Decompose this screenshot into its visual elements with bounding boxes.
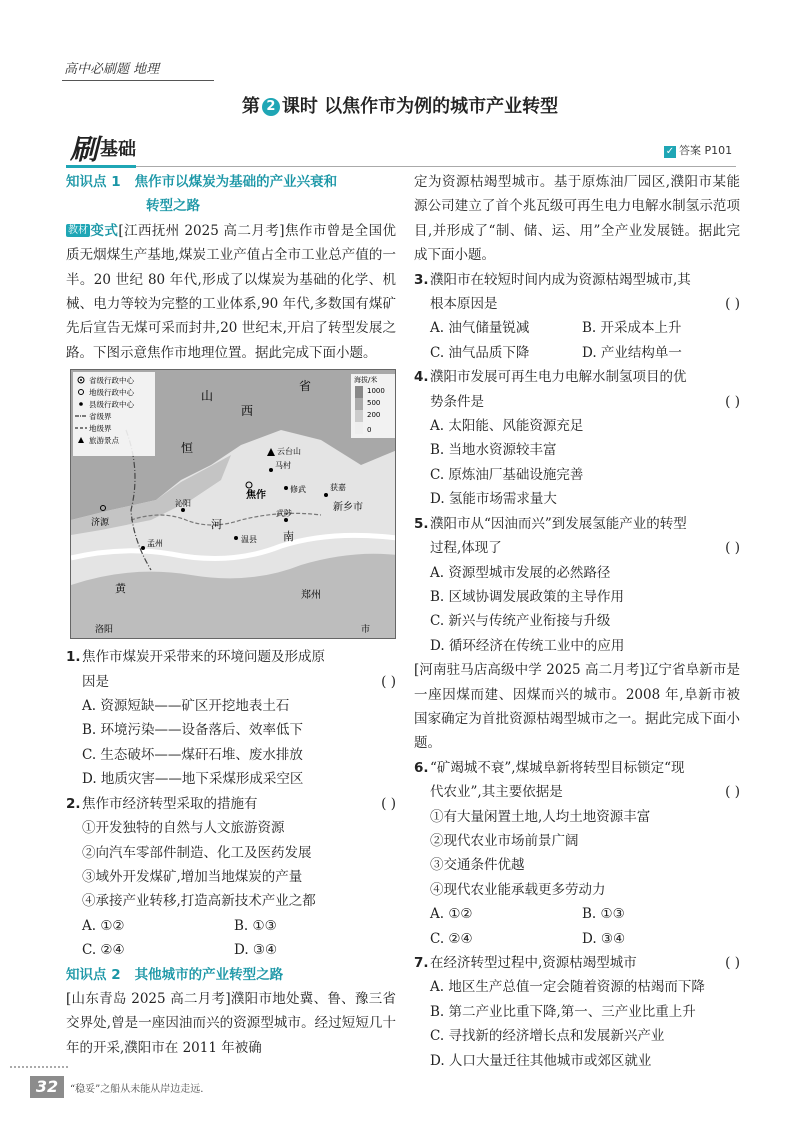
- q7-option-a[interactable]: A. 地区生产总值一定会随着资源的枯竭而下降: [430, 979, 705, 996]
- label-huojia: 获嘉: [330, 483, 346, 493]
- section-accent-bar: [66, 165, 136, 168]
- label-zhengzhou: 郑州: [301, 590, 321, 602]
- q6-options-row-1: [414, 902, 740, 926]
- q2-number: 2.: [66, 795, 81, 812]
- q2-option-d[interactable]: D. ③④: [234, 942, 278, 959]
- passage3-text: 辽宁省阜新市是一座因煤而建、因煤而兴的城市。2008 年,阜新市被国家确定为首批资源枯竭型城市之一。据此完成下面小题。: [414, 662, 740, 752]
- marker-macun: [269, 468, 273, 472]
- label-wuzhi: 武陟: [276, 509, 292, 519]
- elev-swatch-500: [355, 398, 363, 410]
- question-6: [414, 756, 740, 780]
- section-logo-label: 基础: [100, 139, 137, 160]
- q6-item-3: ③交通条件优越: [430, 857, 525, 874]
- q2-options-row-1: [66, 914, 396, 938]
- q7-option-d[interactable]: D. 人口大量迁往其他城市或郊区就业: [430, 1052, 652, 1069]
- marker-qinyang: [181, 508, 185, 512]
- q1-option-d[interactable]: D. 地质灾害——地下采煤形成采空区: [82, 771, 304, 788]
- question-4-line2: [414, 390, 740, 414]
- q7-answer-blank[interactable]: ( ): [725, 955, 740, 971]
- section-logo: [70, 128, 136, 168]
- question-5-line2: [414, 536, 740, 560]
- q5-option-c[interactable]: C. 新兴与传统产业衔接与升级: [430, 613, 611, 630]
- q2-item-2: ②向汽车零部件制造、化工及医药发展: [82, 844, 312, 861]
- q2-option-a[interactable]: A. ①②: [82, 917, 125, 934]
- marker-wenxian: [234, 536, 238, 540]
- q1-answer-blank[interactable]: ( ): [381, 673, 396, 690]
- q7-number: 7.: [414, 955, 429, 971]
- label-he: 河: [211, 518, 222, 532]
- legend-county-center: 县级行政中心: [89, 400, 134, 410]
- q4-option-c[interactable]: C. 原炼油厂基础设施完善: [430, 466, 584, 483]
- q1-option-b[interactable]: B. 环境污染——设备落后、效率低下: [82, 722, 304, 739]
- q6-stem-a: “矿竭城不衰”,煤城阜新将转型目标锁定“现: [430, 759, 685, 776]
- label-mengzhou: 孟州: [147, 539, 163, 549]
- variant-tag: 变式: [90, 222, 119, 239]
- question-1-line2: [66, 670, 396, 694]
- right-column: [414, 170, 740, 1073]
- q2-item-1: ①开发独特的自然与人文旅游资源: [82, 820, 285, 837]
- section-rule: [66, 166, 736, 167]
- q3-stem-a: 濮阳市在较短时间内成为资源枯竭型城市,其: [430, 271, 691, 288]
- label-xiuwu: 修武: [290, 485, 306, 495]
- q6-option-d[interactable]: D. ③④: [582, 930, 626, 947]
- label-luoyang: 洛阳: [95, 625, 114, 636]
- q3-option-a[interactable]: A. 油气储量锐减: [430, 320, 530, 337]
- q7-stem: 在经济转型过程中,资源枯竭型城市: [430, 955, 637, 971]
- q4-stem-b: 势条件是: [430, 393, 484, 410]
- legend-prefecture-center: 地级行政中心: [89, 388, 134, 398]
- q4-number: 4.: [414, 369, 429, 386]
- lesson-title: [0, 92, 800, 118]
- lesson-suffix: 课时 以焦作市为例的城市产业转型: [281, 96, 559, 117]
- q6-option-b[interactable]: B. ①③: [582, 906, 625, 923]
- q5-stem-a: 濮阳市从“因油而兴”到发展氢能产业的转型: [430, 515, 687, 532]
- q3-option-b[interactable]: B. 开采成本上升: [582, 320, 682, 337]
- passage2-source: [山东青岛 2025 高二月考]: [66, 990, 231, 1007]
- label-xi: 西: [241, 404, 254, 419]
- q5-number: 5.: [414, 515, 429, 532]
- kp1-number: 知识点 1: [66, 174, 121, 190]
- q1-option-a[interactable]: A. 资源短缺——矿区开挖地表土石: [82, 698, 290, 715]
- q6-number: 6.: [414, 759, 429, 776]
- question-6-line2: [414, 780, 740, 804]
- label-nan: 南: [283, 530, 294, 544]
- question-2: [66, 792, 396, 816]
- q6-item-2: ②现代农业市场前景广阔: [430, 832, 579, 849]
- kp1-title-b: 转型之路: [146, 198, 200, 215]
- legend-scenic-spot: 旅游景点: [89, 436, 119, 446]
- label-yuntaishan: 云台山: [277, 447, 301, 457]
- q1-stem-b: 因是: [82, 673, 109, 690]
- q2-options-row-2: [66, 938, 396, 962]
- label-shan: 山: [201, 389, 214, 404]
- q7-option-c[interactable]: C. 寻找新的经济增长点和发展新兴产业: [430, 1028, 665, 1045]
- q4-answer-blank[interactable]: ( ): [725, 393, 740, 410]
- q5-option-a[interactable]: A. 资源型城市发展的必然路径: [430, 564, 611, 581]
- q7-option-b[interactable]: B. 第二产业比重下降,第一、三产业比重上升: [430, 1003, 696, 1020]
- q2-answer-blank[interactable]: ( ): [381, 795, 396, 812]
- marker-mengzhou: [141, 546, 145, 550]
- knowledge-point-2: [66, 963, 396, 987]
- marker-wuzhi: [284, 518, 288, 522]
- q2-option-c[interactable]: C. ②④: [82, 942, 125, 959]
- q3-number: 3.: [414, 271, 429, 288]
- header-rule: [62, 80, 214, 81]
- q2-stem: 焦作市经济转型采取的措施有: [82, 795, 258, 812]
- answer-reference: [664, 142, 732, 158]
- q3-option-d[interactable]: D. 产业结构单一: [582, 344, 682, 361]
- passage1-source: [江西抚州 2025 高二月考]: [118, 222, 285, 239]
- label-shi: 市: [361, 625, 371, 636]
- map-svg: [71, 370, 396, 639]
- marker-huojia: [324, 493, 328, 497]
- q1-number: 1.: [66, 649, 81, 666]
- kp1-title-a: 焦作市以煤炭为基础的产业兴衰和: [134, 174, 338, 190]
- elevation-title: 海拔/米: [354, 376, 378, 385]
- q5-stem-b: 过程,体现了: [430, 540, 502, 557]
- q1-stem-a: 焦作市煤炭开采带来的环境问题及形成原: [82, 649, 325, 666]
- elev-swatch-1000: [355, 386, 363, 398]
- q3-options-row-2: [414, 341, 740, 365]
- q2-option-b[interactable]: B. ①③: [234, 917, 277, 934]
- question-7: [414, 951, 740, 975]
- answer-label: 答案 P101: [679, 144, 733, 157]
- q4-option-a[interactable]: A. 太阳能、风能资源充足: [430, 418, 584, 435]
- label-jiyuan: 济源: [91, 518, 110, 529]
- elev-tick-200: 200: [367, 411, 381, 420]
- q6-stem-b: 代农业”,其主要依据是: [430, 784, 563, 801]
- legend-county-center-icon: [79, 402, 83, 406]
- q6-answer-blank[interactable]: ( ): [725, 784, 740, 801]
- q3-options-row-1: [414, 316, 740, 340]
- page-number: 32: [30, 1076, 64, 1098]
- q3-answer-blank[interactable]: ( ): [725, 296, 740, 313]
- q3-option-c[interactable]: C. 油气品质下降: [430, 344, 530, 361]
- q5-option-d[interactable]: D. 循环经济在传统工业中的应用: [430, 637, 625, 654]
- label-heng: 恒: [181, 441, 194, 456]
- q3-stem-b: 根本原因是: [430, 296, 498, 313]
- check-icon: ✓: [665, 146, 675, 157]
- elev-tick-0: 0: [367, 426, 372, 435]
- passage3-source: [河南驻马店高级中学 2025 高二月考]: [414, 662, 645, 679]
- legend-prefecture-boundary: 地级界: [89, 424, 112, 434]
- passage2-text-right: 定为资源枯竭型城市。基于原炼油厂园区,濮阳市某能源公司建立了首个兆瓦级可再生电力电解水制氢示范项目,并形成了“制、储、运、用”全产业发展链。据此完成下面小题。: [414, 174, 740, 264]
- knowledge-point-1: [66, 170, 396, 194]
- q4-stem-a: 濮阳市发展可再生电力电解水制氢项目的优: [430, 369, 687, 386]
- q5-option-b[interactable]: B. 区域协调发展政策的主导作用: [430, 588, 625, 605]
- label-sheng: 省: [299, 379, 312, 394]
- question-3: [414, 268, 740, 292]
- footer-motto: “稳妥”之船从未能从岸边走远.: [70, 1084, 204, 1095]
- lesson-number-badge: 2: [262, 98, 280, 116]
- q6-options-row-2: [414, 927, 740, 951]
- q2-item-3: ③域外开发煤矿,增加当地煤炭的产量: [82, 868, 303, 885]
- legend-province-center-dot: [80, 379, 82, 381]
- left-column: [66, 170, 396, 1060]
- q4-option-d[interactable]: D. 氢能市场需求量大: [430, 491, 557, 508]
- label-macun: 马村: [275, 461, 291, 471]
- kp2-title: 其他城市的产业转型之路: [134, 966, 284, 983]
- label-jiaozuo: 焦作: [246, 490, 266, 502]
- elev-swatch-0: [355, 422, 363, 434]
- passage-2-left: [66, 987, 396, 1060]
- label-huang: 黄: [115, 582, 126, 596]
- label-wenxian: 温县: [241, 535, 257, 545]
- elev-swatch-200: [355, 410, 363, 422]
- passage-3: [414, 658, 740, 756]
- question-5: [414, 512, 740, 536]
- series-header: 高中必刷题 地理: [64, 62, 160, 77]
- q1-option-c[interactable]: C. 生态破坏——煤矸石堆、废水排放: [82, 746, 303, 763]
- q6-option-a[interactable]: A. ①②: [430, 906, 473, 923]
- label-qinyang: 沁阳: [175, 499, 191, 509]
- question-1: [66, 645, 396, 669]
- passage2-text-left: 濮阳市地处冀、鲁、豫三省交界处,曾是一座因油而兴的资源型城市。经过短短几十年的开采,濮阳市在 2011 年被确: [66, 990, 396, 1056]
- q4-option-b[interactable]: B. 当地水资源较丰富: [430, 442, 557, 459]
- elev-tick-500: 500: [367, 399, 381, 408]
- footer-dots: [10, 1066, 68, 1072]
- question-3-line2: [414, 292, 740, 316]
- textbook-tag: 教材: [68, 224, 88, 236]
- section-logo-mark: 刷: [70, 133, 99, 166]
- q6-option-c[interactable]: C. ②④: [430, 930, 473, 947]
- passage-1: [66, 219, 396, 365]
- legend-province-boundary: 省级界: [89, 412, 112, 422]
- q6-item-1: ①有大量闲置土地,人均土地资源丰富: [430, 808, 651, 825]
- legend-province-center: 省级行政中心: [89, 376, 134, 386]
- q5-answer-blank[interactable]: ( ): [725, 540, 740, 557]
- marker-xiuwu: [284, 486, 288, 490]
- q6-item-4: ④现代农业能承载更多劳动力: [430, 881, 606, 898]
- question-4: [414, 365, 740, 389]
- jiaozuo-location-map: [70, 369, 396, 639]
- q2-item-4: ④承接产业转移,打造高新技术产业之都: [82, 893, 316, 910]
- label-xinxiang: 新乡市: [333, 502, 363, 514]
- elev-tick-1000: 1000: [367, 387, 385, 396]
- lesson-prefix: 第: [241, 96, 260, 117]
- kp2-number: 知识点 2: [66, 966, 121, 983]
- passage1-text: 焦作市曾是全国优质无烟煤生产基地,煤炭工业产值占全市工业总产值的一半。20 世纪 80 年代,形成了以煤炭为基础的化学、机械、电力等较为完整的工业体系,90 年代,多数国有煤矿先后宣告无煤可采而封井,20 世纪末,开启了转型发展之路。下图示意焦作市地理位置。据此完成下面小题。: [66, 222, 397, 361]
